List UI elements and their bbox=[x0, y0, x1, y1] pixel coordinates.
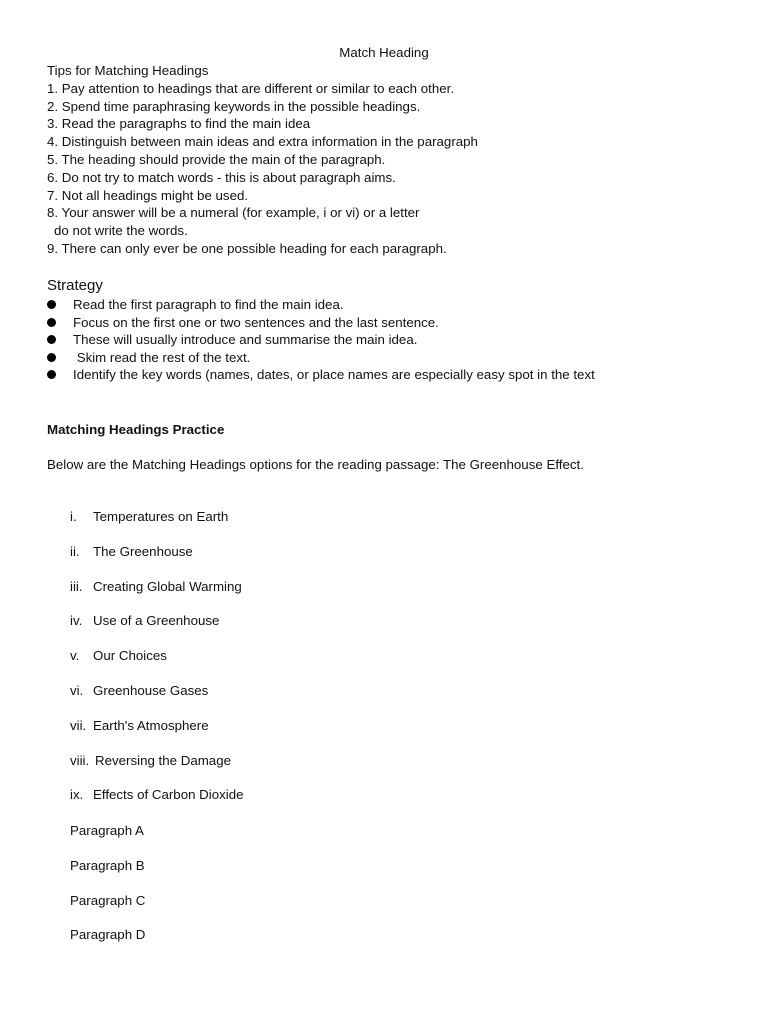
strategy-bullet bbox=[47, 331, 747, 349]
heading-option bbox=[70, 508, 670, 543]
tip-item: 1. Pay attention to headings that are different or similar to each other. bbox=[47, 80, 455, 96]
bullet-icon bbox=[47, 335, 56, 344]
bullet-text: These will usually introduce and summarise the main idea. bbox=[73, 332, 418, 348]
document-title: Match Heading bbox=[339, 45, 429, 60]
paragraph-label: Paragraph B bbox=[70, 857, 145, 873]
paragraph-label: Paragraph A bbox=[70, 823, 144, 838]
strategy-heading: Strategy bbox=[47, 277, 103, 294]
tip-item: 4. Distinguish between main ideas and extra information in the paragraph bbox=[47, 134, 478, 150]
paragraph-list bbox=[70, 822, 145, 961]
heading-numeral: viii. bbox=[70, 752, 90, 768]
tip-item-continuation: do not write the words. bbox=[54, 223, 188, 239]
heading-text: The Greenhouse bbox=[93, 543, 193, 559]
heading-option bbox=[70, 682, 670, 717]
heading-option bbox=[70, 786, 670, 821]
heading-text: Effects of Carbon Dioxide bbox=[93, 787, 244, 803]
heading-option bbox=[70, 752, 670, 787]
tips-section bbox=[47, 62, 747, 258]
heading-text: Temperatures on Earth bbox=[93, 509, 229, 524]
tip-item: 7. Not all headings might be used. bbox=[47, 187, 249, 203]
bullet-icon bbox=[47, 300, 56, 309]
tip-item: 9. There can only ever be one possible heading for each paragraph. bbox=[47, 240, 447, 256]
strategy-bullet bbox=[47, 314, 747, 332]
heading-numeral: iv. bbox=[70, 613, 83, 629]
heading-text: Our Choices bbox=[93, 648, 167, 664]
heading-text: Reversing the Damage bbox=[95, 752, 231, 768]
heading-text: Creating Global Warming bbox=[93, 578, 242, 594]
paragraph-label: Paragraph D bbox=[70, 927, 146, 943]
bullet-text: Skim read the rest of the text. bbox=[73, 349, 251, 365]
bullet-icon bbox=[47, 353, 56, 362]
tip-item: 2. Spend time paraphrasing keywords in the possible headings. bbox=[47, 98, 421, 114]
heading-option bbox=[70, 578, 670, 613]
heading-numeral: ix. bbox=[70, 787, 84, 803]
heading-option bbox=[70, 647, 670, 682]
heading-text: Use of a Greenhouse bbox=[93, 613, 220, 629]
heading-numeral: vii. bbox=[70, 717, 87, 733]
tips-heading: Tips for Matching Headings bbox=[47, 63, 209, 78]
practice-heading: Matching Headings Practice bbox=[47, 422, 225, 437]
strategy-bullet bbox=[47, 349, 747, 367]
strategy-bullet bbox=[47, 366, 747, 384]
tip-item: 3. Read the paragraphs to find the main idea bbox=[47, 116, 311, 132]
practice-intro: Below are the Matching Headings options for the reading passage: The Greenhouse Effect. bbox=[47, 457, 584, 472]
tip-item: 6. Do not try to match words - this is about paragraph aims. bbox=[47, 169, 396, 185]
heading-numeral: vi. bbox=[70, 682, 84, 698]
bullet-icon bbox=[47, 370, 56, 379]
heading-numeral: ii. bbox=[70, 543, 80, 559]
heading-numeral: i. bbox=[70, 509, 77, 524]
bullet-text: Focus on the first one or two sentences and the last sentence. bbox=[73, 314, 439, 330]
bullet-text: Identify the key words (names, dates, or place names are especially easy spot in the text bbox=[73, 367, 595, 383]
heading-option bbox=[70, 612, 670, 647]
bullet-icon bbox=[47, 318, 56, 327]
heading-options-list bbox=[70, 508, 670, 821]
heading-numeral: iii. bbox=[70, 578, 83, 594]
heading-option bbox=[70, 717, 670, 752]
heading-option bbox=[70, 543, 670, 578]
heading-text: Greenhouse Gases bbox=[93, 682, 209, 698]
tip-item: 5. The heading should provide the main of the paragraph. bbox=[47, 151, 386, 167]
bullet-text: Read the first paragraph to find the main idea. bbox=[73, 297, 344, 312]
strategy-bullet-list bbox=[47, 296, 747, 384]
paragraph-label: Paragraph C bbox=[70, 892, 146, 908]
heading-numeral: v. bbox=[70, 648, 80, 664]
strategy-bullet bbox=[47, 296, 747, 314]
tip-item: 8. Your answer will be a numeral (for example, i or vi) or a letter bbox=[47, 205, 420, 221]
heading-text: Earth's Atmosphere bbox=[93, 717, 209, 733]
